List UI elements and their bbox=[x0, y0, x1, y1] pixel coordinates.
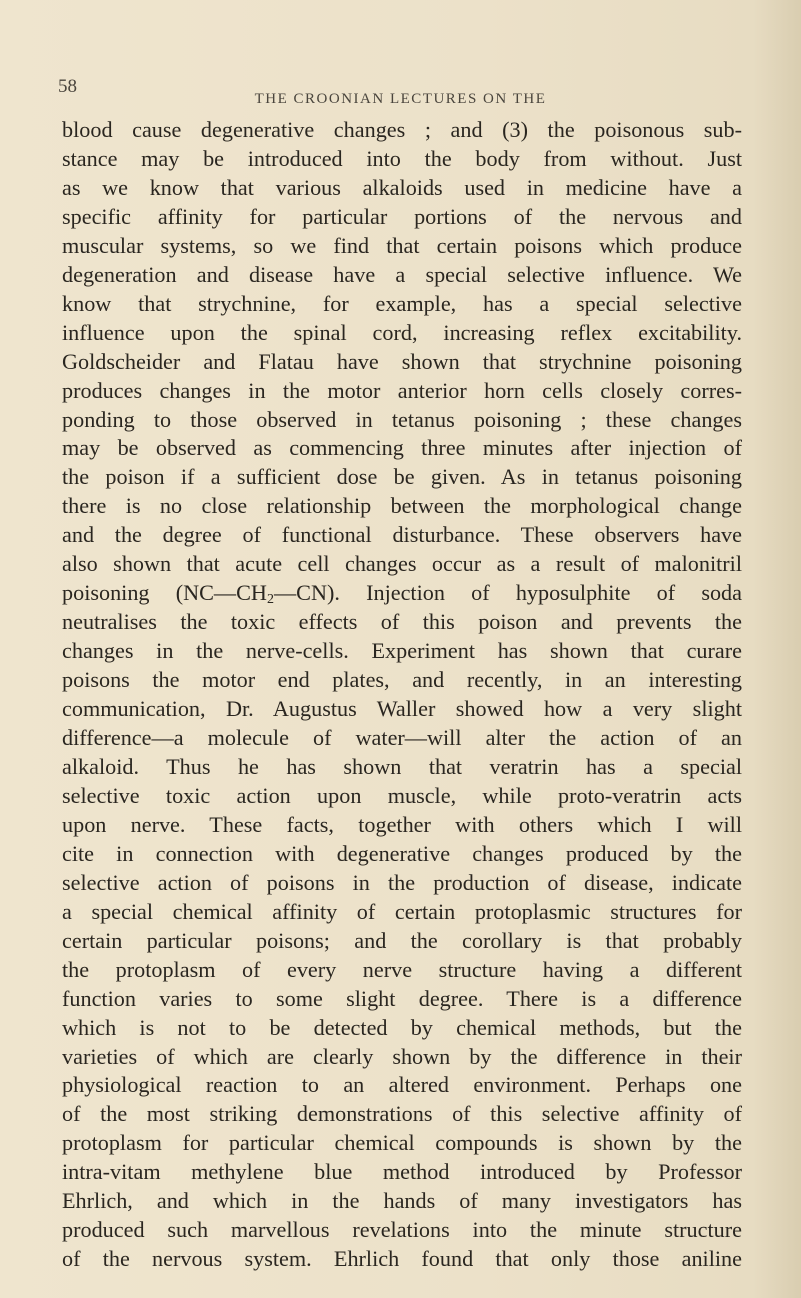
text-line: which is not to be detected by chemical methods, but the bbox=[62, 1014, 742, 1040]
text-line: the protoplasm of every nerve structure having a different bbox=[62, 956, 742, 982]
text-line: neutralises the toxic effects of this poison and prevents the bbox=[62, 609, 742, 635]
text-line: as we know that various alkaloids used in medicine have a bbox=[62, 174, 742, 200]
formula-post: —CN). Injection of hyposulphite of soda bbox=[273, 580, 742, 606]
text-line: certain particular poisons; and the corollary is that probably bbox=[62, 927, 742, 953]
text-line: intra-vitam methylene blue method introduced by Professor bbox=[62, 1159, 742, 1185]
text-line: selective toxic action upon muscle, while proto-veratrin acts bbox=[62, 782, 742, 808]
text-line: Goldscheider and Flatau have shown that strychnine poisoning bbox=[62, 348, 742, 374]
text-line: Ehrlich, and which in the hands of many investigators has bbox=[62, 1188, 742, 1214]
text-line: alkaloid. Thus he has shown that veratrin has a special bbox=[62, 753, 742, 779]
text-line: and the degree of functional disturbance. These observers have bbox=[62, 522, 742, 548]
text-line: specific affinity for particular portions of the nervous and bbox=[62, 203, 742, 229]
text-line: there is no close relationship between the morphological change bbox=[62, 493, 742, 519]
formula-pre: poisoning (NC—CH bbox=[62, 580, 267, 606]
text-line: changes in the nerve-cells. Experiment has shown that curare bbox=[62, 638, 742, 664]
text-line: communication, Dr. Augustus Waller showed how a very slight bbox=[62, 696, 742, 722]
text-line: stance may be introduced into the body from without. Just bbox=[62, 145, 742, 171]
text-line: function varies to some slight degree. There is a difference bbox=[62, 985, 742, 1011]
text-line: may be observed as commencing three minutes after injection of bbox=[62, 435, 742, 461]
text-line: produces changes in the motor anterior horn cells closely corres- bbox=[62, 377, 742, 403]
text-line: know that strychnine, for example, has a special selective bbox=[62, 290, 742, 316]
text-line: also shown that acute cell changes occur as a result of malonitril bbox=[62, 551, 742, 577]
text-line: cite in connection with degenerative changes produced by the bbox=[62, 840, 742, 866]
text-line: of the nervous system. Ehrlich found that only those aniline bbox=[62, 1246, 742, 1272]
text-line: varieties of which are clearly shown by the difference in their bbox=[62, 1043, 742, 1069]
text-line: blood cause degenerative changes ; and (3) the poisonous sub- bbox=[62, 117, 742, 142]
text-line: a special chemical affinity of certain protoplasmic structures for bbox=[62, 898, 742, 924]
text-line: muscular systems, so we find that certain poisons which produce bbox=[62, 232, 742, 258]
text-line: of the most striking demonstrations of this selective affinity of bbox=[62, 1101, 742, 1127]
text-line: ponding to those observed in tetanus poisoning ; these changes bbox=[62, 406, 742, 432]
text-line: protoplasm for particular chemical compounds is shown by the bbox=[62, 1130, 742, 1156]
body-text bbox=[62, 116, 742, 1274]
text-line-formula bbox=[62, 579, 742, 608]
text-line: degeneration and disease have a special selective influence. We bbox=[62, 261, 742, 287]
page-number: 58 bbox=[58, 76, 77, 97]
formula-subscript: 2 bbox=[266, 592, 274, 608]
text-line: produced such marvellous revelations into the minute structure bbox=[62, 1217, 742, 1243]
text-line: selective action of poisons in the production of disease, indicate bbox=[62, 869, 742, 895]
text-line: physiological reaction to an altered environment. Perhaps one bbox=[62, 1072, 742, 1098]
text-line: the poison if a sufficient dose be given. As in tetanus poisoning bbox=[62, 464, 742, 490]
text-line: poisons the motor end plates, and recently, in an interesting bbox=[62, 667, 742, 693]
text-line: difference—a molecule of water—will alter the action of an bbox=[62, 725, 742, 751]
running-head: THE CROONIAN LECTURES ON THE bbox=[254, 91, 547, 107]
text-line: upon nerve. These facts, together with others which I will bbox=[62, 811, 742, 837]
text-line: influence upon the spinal cord, increasing reflex excitability. bbox=[62, 319, 742, 345]
